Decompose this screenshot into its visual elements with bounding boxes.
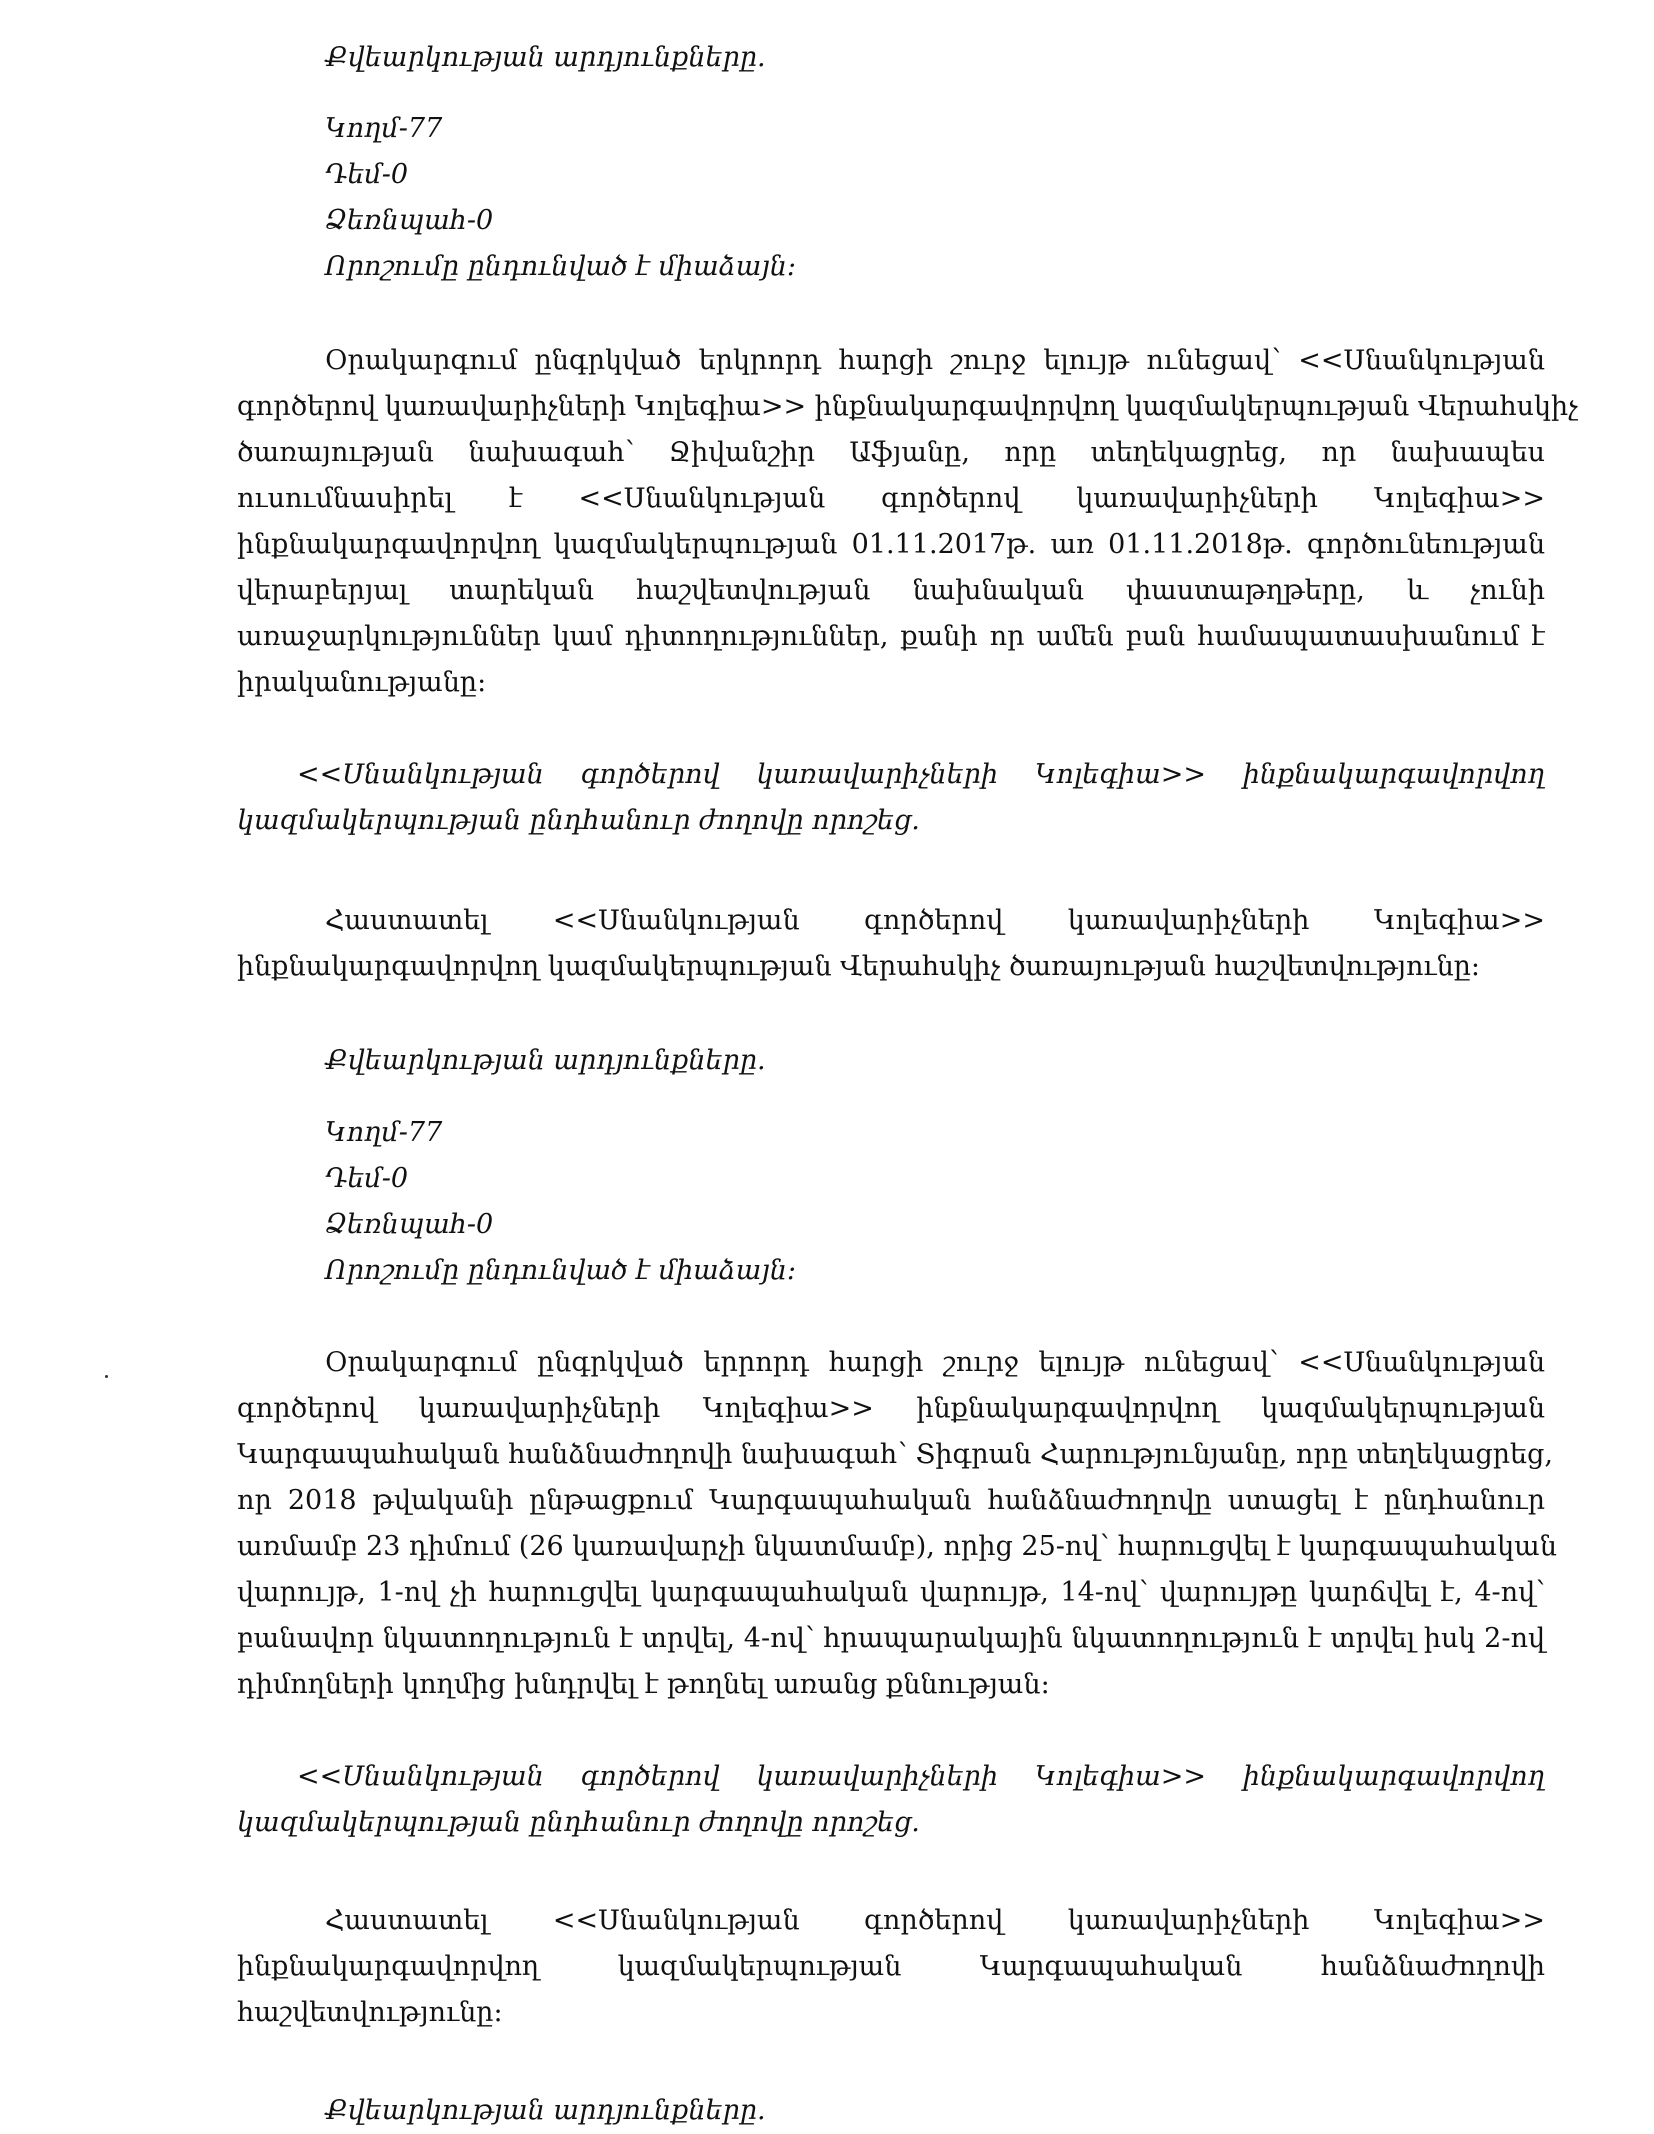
vote-result: Որոշումը ընդունված է միաձայն: xyxy=(325,1255,796,1286)
vote-results-heading: Քվեարկության արդյունքները. xyxy=(325,1045,766,1076)
paragraph-line: Օրակարգում ընգրկված երրորդ հարցի շուրջ ելույթ ունեցավ՝ <<Սնանկության xyxy=(325,1347,1545,1378)
vote-result: Որոշումը ընդունված է միաձայն: xyxy=(325,251,796,282)
vote-abstain: Ձեռնպահ-0 xyxy=(325,205,494,236)
decision-intro-line: կազմակերպության ընդհանուր ժողովը որոշեց. xyxy=(237,1807,920,1838)
decision-line: Հաստատել <<Սնանկության գործերով կառավարիչների Կոլեգիա>> xyxy=(325,905,1545,936)
paragraph-line: գործերով կառավարիչների Կոլեգիա>> ինքնակարգավորվող կազմակերպության Վերահսկիչ xyxy=(237,391,1579,422)
decision-intro-line: <<Սնանկության գործերով կառավարիչների Կոլեգիա>> ինքնակարգավորվող xyxy=(297,1761,1545,1792)
paragraph-line: վերաբերյալ տարեկան հաշվետվության նախնական փաստաթղթերը, և չունի xyxy=(237,575,1545,606)
paragraph-line: ուսումնասիրել է <<Սնանկության գործերով կառավարիչների Կոլեգիա>> xyxy=(237,483,1545,514)
decision-intro-line: կազմակերպության ընդհանուր ժողովը որոշեց. xyxy=(237,805,920,836)
paragraph-line: որ 2018 թվականի ընթացքում Կարգապահական հանձնաժողովը ստացել է ընդհանուր xyxy=(237,1485,1545,1516)
paragraph-line: վարույթ, 1-ով չի հարուցվել կարգապահական վարույթ, 14-ով՝ վարույթը կարճվել է, 4-ով՝ xyxy=(237,1577,1545,1608)
paragraph-line: Կարգապահական հանձնաժողովի նախագահ՝ Տիգրան Հարությունյանը, որը տեղեկացրեց, xyxy=(237,1439,1553,1470)
vote-against: Դեմ-0 xyxy=(325,159,408,190)
paragraph-line: ինքնակարգավորվող կազմակերպության 01.11.2017թ. առ 01.11.2018թ. գործունեության xyxy=(237,529,1545,560)
vote-for: Կողմ-77 xyxy=(325,113,443,144)
paragraph-line: իրականությանը: xyxy=(237,667,487,698)
decision-line: Հաստատել <<Սնանկության գործերով կառավարիչների Կոլեգիա>> xyxy=(325,1905,1545,1936)
vote-results-heading: Քվեարկության արդյունքները. xyxy=(325,2095,766,2126)
vote-results-heading: Քվեարկության արդյունքները. xyxy=(325,42,766,73)
vote-abstain: Ձեռնպահ-0 xyxy=(325,1209,494,1240)
paragraph-line: ծառայության նախագահ՝ Ջիվանշիր Աֆյանը, որը տեղեկացրեց, որ նախապես xyxy=(237,437,1545,468)
decision-intro-line: <<Սնանկության գործերով կառավարիչների Կոլեգիա>> ինքնակարգավորվող xyxy=(297,759,1545,790)
paragraph-line: առաջարկություններ կամ դիտողություններ, քանի որ ամեն բան համապատասխանում է xyxy=(237,621,1545,652)
scan-dot xyxy=(105,1375,108,1378)
vote-for: Կողմ-77 xyxy=(325,1117,443,1148)
paragraph-line: դիմողների կողմից խնդրվել է թողնել առանց քննության: xyxy=(237,1669,1050,1700)
paragraph-line: առմամբ 23 դիմում (26 կառավարչի նկատմամբ), որից 25-ով՝ հարուցվել է կարգապահական xyxy=(237,1531,1557,1562)
paragraph-line: գործերով կառավարիչների Կոլեգիա>> ինքնակարգավորվող կազմակերպության xyxy=(237,1393,1545,1424)
decision-line: հաշվետվությունը: xyxy=(237,1997,503,2028)
paragraph-line: Օրակարգում ընգրկված երկրորդ հարցի շուրջ ելույթ ունեցավ՝ <<Սնանկության xyxy=(325,345,1545,376)
decision-line: ինքնակարգավորվող կազմակերպության Վերահսկիչ ծառայության հաշվետվությունը: xyxy=(237,951,1481,982)
paragraph-line: բանավոր նկատողություն է տրվել, 4-ով՝ հրապարակային նկատողություն է տրվել իսկ 2-ով xyxy=(237,1623,1545,1654)
vote-against: Դեմ-0 xyxy=(325,1163,408,1194)
decision-line: ինքնակարգավորվող կազմակերպության Կարգապահական հանձնաժողովի xyxy=(237,1951,1545,1982)
